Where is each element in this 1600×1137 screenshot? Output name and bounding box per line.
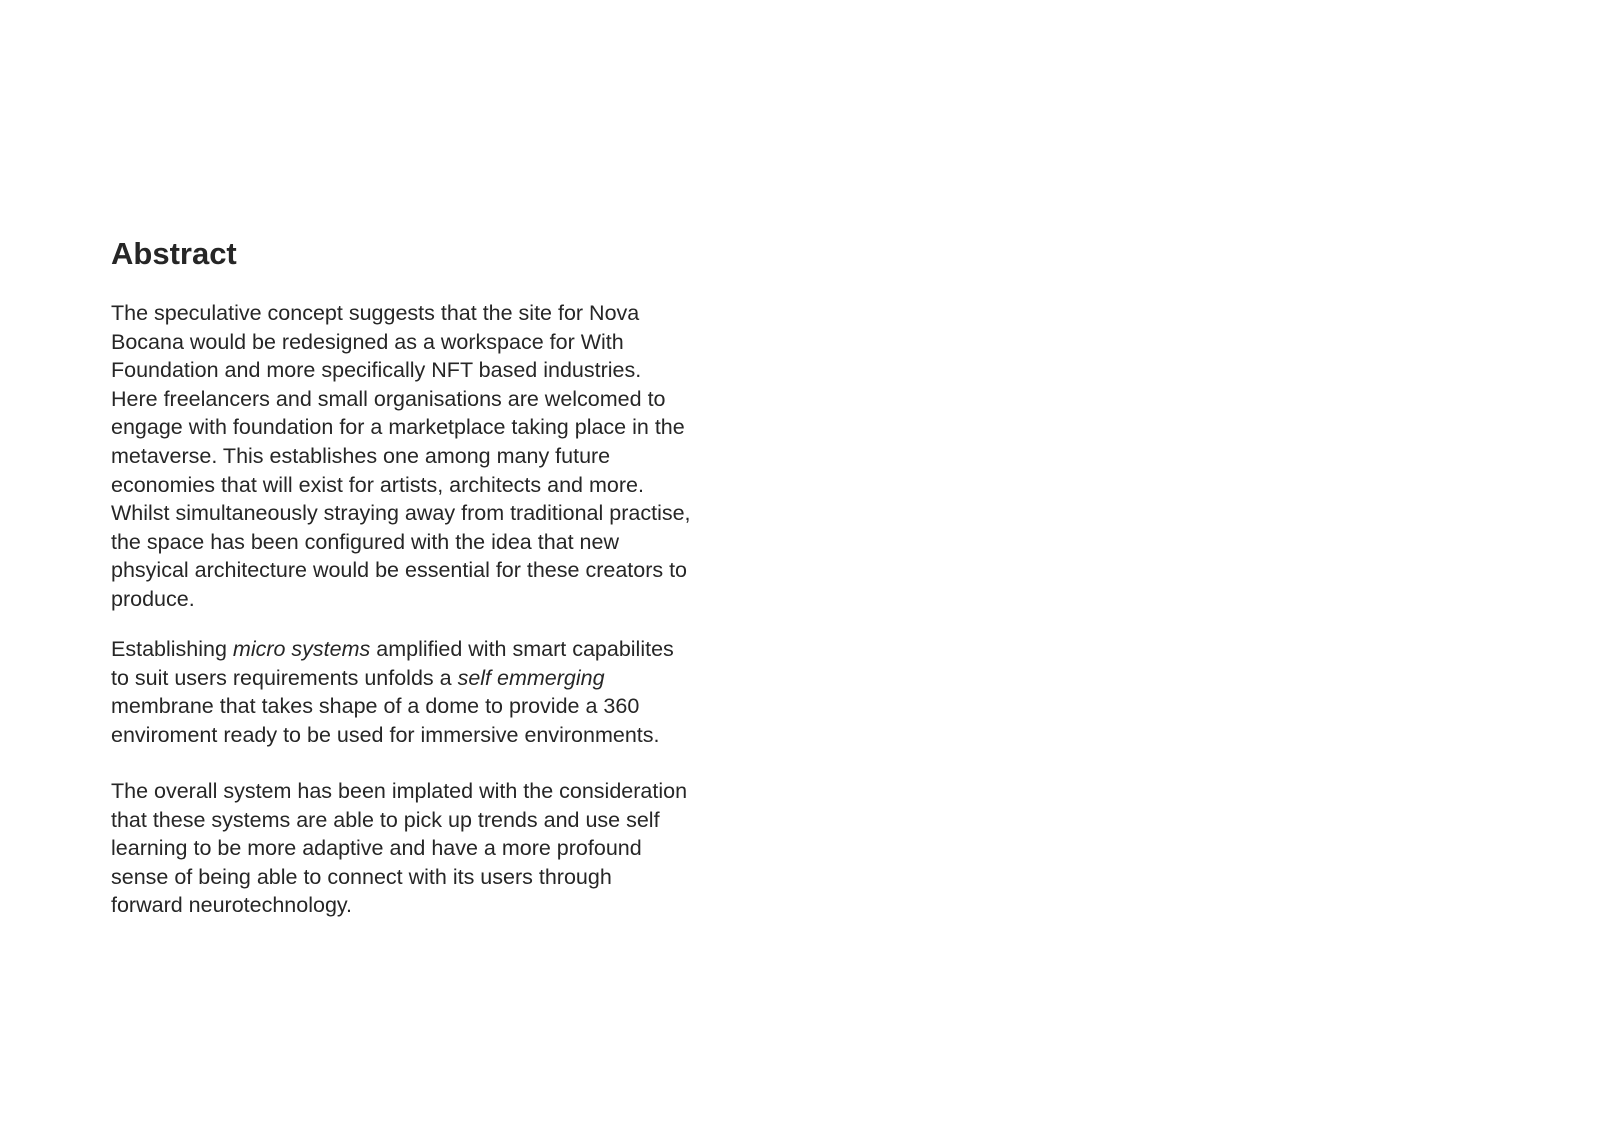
text-segment: Bocana would be redesigned as a workspace for With	[111, 329, 624, 354]
text-line	[111, 556, 691, 585]
text-segment: that these systems are able to pick up trends and use self	[111, 807, 660, 832]
text-segment: Establishing	[111, 637, 233, 661]
text-segment: metaverse. This establishes one among many future	[111, 443, 611, 468]
text-segment: learning to be more adaptive and have a more profound	[111, 836, 642, 861]
text-line	[111, 442, 691, 471]
text-line	[111, 721, 674, 750]
text-line	[111, 471, 691, 500]
text-line	[111, 692, 674, 721]
text-segment: enviroment ready to be used for immersive environments.	[111, 722, 660, 747]
text-line	[111, 413, 691, 442]
italic-text: micro systems	[232, 637, 371, 661]
text-line	[111, 499, 691, 528]
text-line	[111, 777, 687, 806]
text-segment: forward neurotechnology.	[111, 893, 353, 918]
text-line	[111, 891, 687, 920]
text-segment: The speculative concept suggests that the site for Nova	[111, 301, 640, 325]
text-line	[111, 635, 674, 664]
text-segment: membrane that takes shape of a dome to provide a 360	[111, 694, 640, 719]
text-line	[111, 806, 687, 835]
abstract-heading: Abstract	[111, 236, 237, 271]
text-segment: Foundation and more specifically NFT based industries.	[111, 358, 642, 383]
text-line	[111, 385, 691, 414]
text-segment: sense of being able to connect with its users through	[111, 864, 612, 889]
text-line	[111, 863, 687, 892]
text-line	[111, 328, 691, 357]
text-segment: Here freelancers and small organisations are welcomed to	[111, 386, 666, 411]
text-segment: The overall system has been implated with the consideration	[111, 779, 688, 803]
text-line	[111, 299, 691, 328]
text-segment: phsyical architecture would be essential for these creators to	[111, 558, 688, 583]
italic-text: self emmerging	[457, 665, 605, 690]
text-segment: economies that will exist for artists, architects and more.	[111, 472, 644, 497]
text-line	[111, 834, 687, 863]
text-segment: produce.	[111, 586, 195, 611]
text-segment: the space has been configured with the idea that new	[111, 529, 619, 554]
abstract-paragraph-3	[111, 777, 687, 920]
text-line	[111, 528, 691, 557]
abstract-paragraph-1	[111, 299, 691, 614]
text-line	[111, 585, 691, 614]
text-segment: engage with foundation for a marketplace taking place in the	[111, 415, 685, 440]
text-segment: to suit users requirements unfolds a	[111, 665, 458, 690]
text-segment: amplified with smart capabilites	[370, 637, 674, 661]
text-line	[111, 356, 691, 385]
text-segment: Whilst simultaneously straying away from traditional practise,	[111, 501, 691, 526]
abstract-paragraph-2	[111, 635, 674, 749]
text-line	[111, 664, 674, 693]
